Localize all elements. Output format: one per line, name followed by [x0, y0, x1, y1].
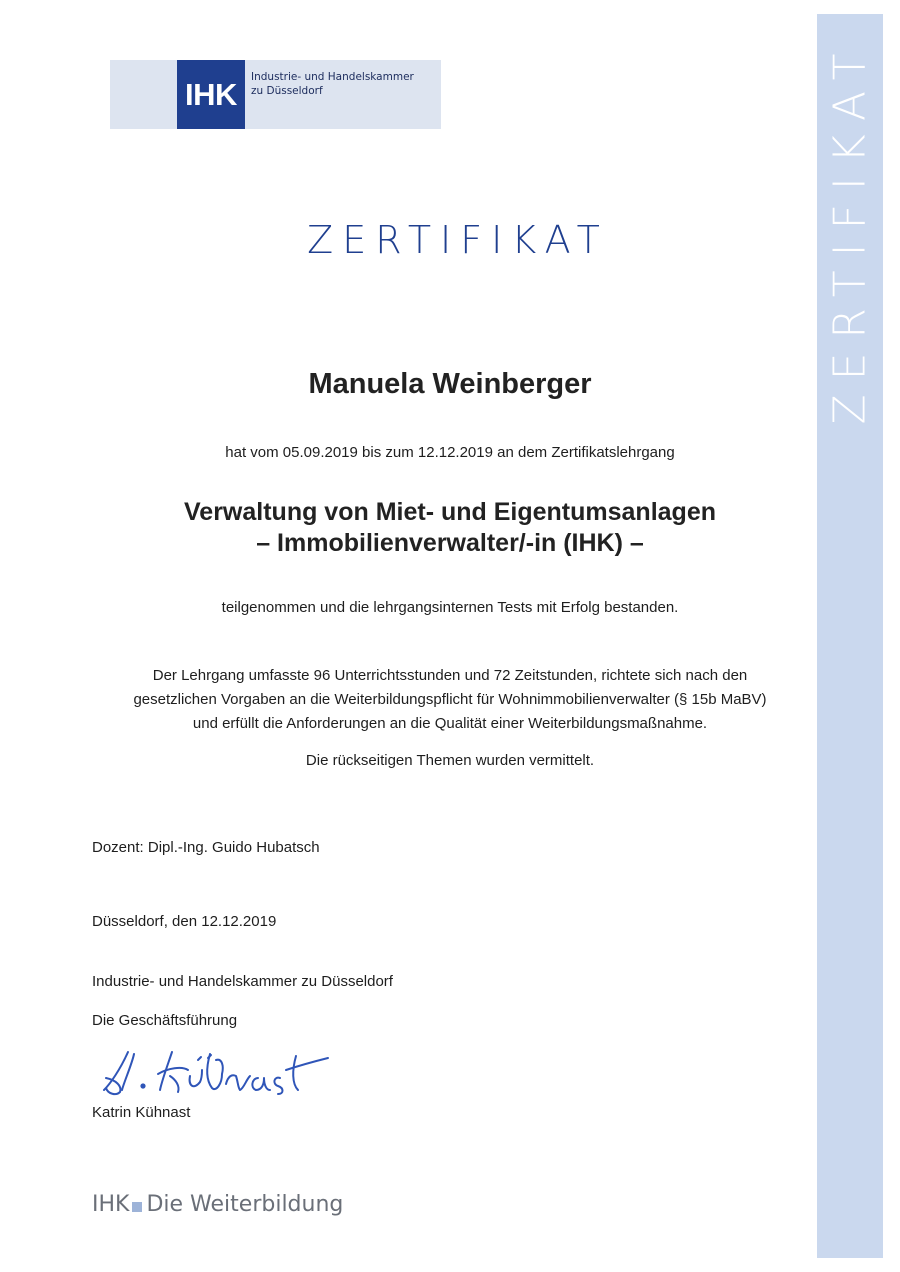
footer-logo-text: Die Weiterbildung [146, 1191, 344, 1217]
footer-logo [92, 1187, 343, 1221]
topics-note: Die rückseitigen Themen wurden vermittelt. [305, 752, 595, 769]
signer-name: Katrin Kühnast [92, 1104, 191, 1121]
course-dates: hat vom 05.09.2019 bis zum 12.12.2019 an dem Zertifikatslehrgang [225, 444, 675, 461]
logo-line-1: Industrie- und Handelskammer [251, 71, 414, 83]
logo-text [251, 70, 414, 98]
course-title [0, 497, 900, 559]
lecturer: Dozent: Dipl.-Ing. Guido Hubatsch [92, 839, 320, 856]
chamber-name: Industrie- und Handelskammer zu Düsseldorf [92, 973, 393, 990]
handwritten-signature [98, 1040, 348, 1100]
management-title: Die Geschäftsführung [92, 1012, 238, 1029]
ihk-logo: IHK [177, 60, 245, 129]
course-details [0, 664, 900, 736]
recipient-name: Manuela Weinberger [308, 368, 592, 400]
details-line-2: gesetzlichen Vorgaben an die Weiterbildungspflicht für Wohnimmobilienverwalter (§ 15b MaBV) [133, 691, 767, 708]
square-icon [132, 1202, 142, 1212]
course-title-line-2: – Immobilienverwalter/-in (IHK) – [256, 529, 644, 557]
page-title: ZERTIFIKAT [307, 218, 609, 262]
side-title: ZERTIFIKAT [824, 39, 876, 425]
details-line-3: und erfüllt die Anforderungen an die Qualität einer Weiterbildungsmaßnahme. [192, 715, 708, 732]
course-title-line-1: Verwaltung von Miet- und Eigentumsanlagen [184, 498, 716, 526]
place-date: Düsseldorf, den 12.12.2019 [92, 913, 277, 930]
passed-statement: teilgenommen und die lehrgangsinternen Tests mit Erfolg bestanden. [221, 599, 679, 616]
details-line-1: Der Lehrgang umfasste 96 Unterrichtsstunden und 72 Zeitstunden, richtete sich nach den [152, 667, 748, 684]
logo-line-2: zu Düsseldorf [251, 85, 323, 97]
footer-logo-abbr: IHK [92, 1191, 130, 1217]
